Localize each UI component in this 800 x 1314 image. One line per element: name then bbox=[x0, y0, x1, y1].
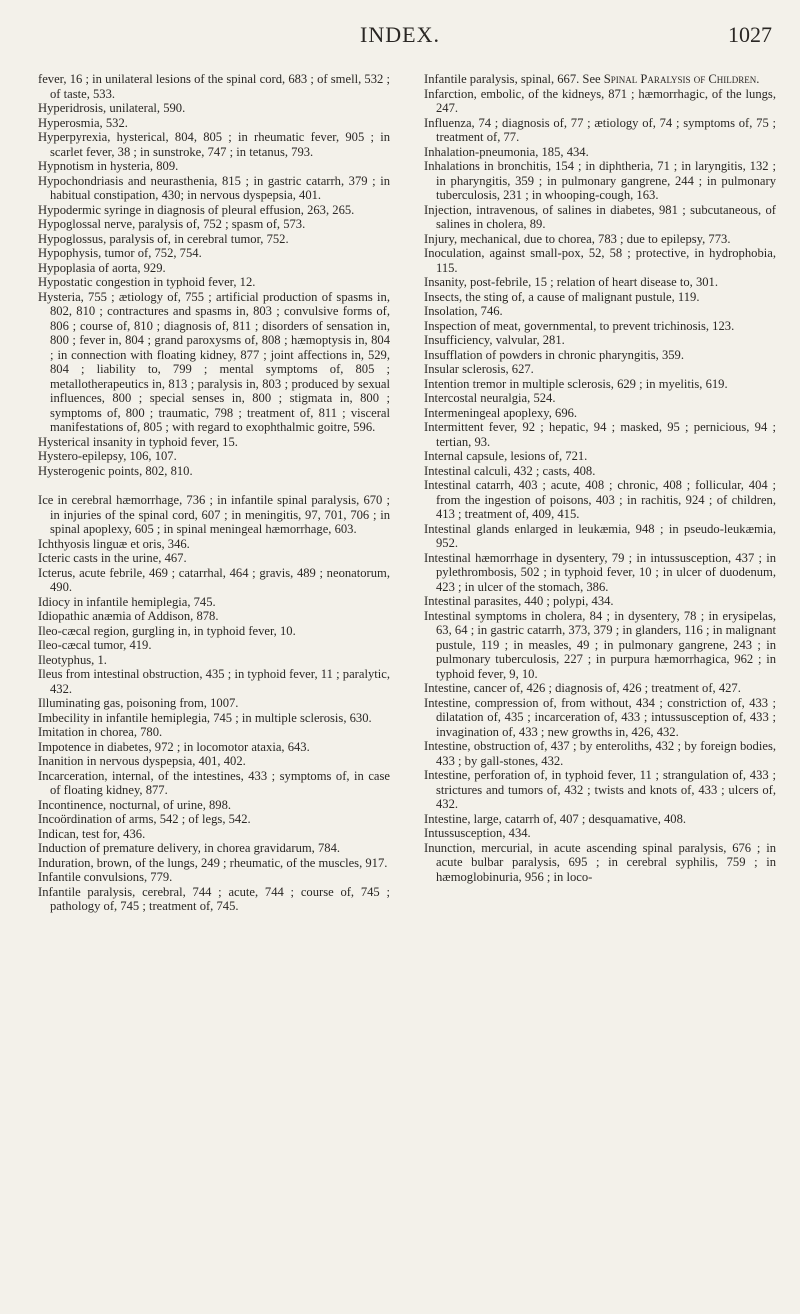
index-entry-text: Illuminating gas, poisoning from, 1007. bbox=[38, 696, 239, 710]
section-gap bbox=[38, 478, 390, 493]
index-entry bbox=[38, 159, 390, 174]
index-entry bbox=[424, 116, 776, 145]
index-entry bbox=[38, 217, 390, 232]
index-entry bbox=[424, 72, 776, 87]
index-entry-text: Insanity, post-febrile, 15 ; relation of heart disease to, 301. bbox=[424, 275, 719, 289]
index-entry-text: Infarction, embolic, of the kidneys, 871 ; hæmorrhagic, of the lungs, 247. bbox=[424, 86, 776, 115]
index-entry-text: Insolation, 746. bbox=[424, 304, 503, 318]
index-entry bbox=[38, 72, 390, 101]
index-entry bbox=[424, 841, 776, 885]
index-entry-suffix: . bbox=[756, 72, 760, 86]
index-entry bbox=[38, 812, 390, 827]
index-entry bbox=[424, 609, 776, 682]
index-entry bbox=[424, 333, 776, 348]
index-entry bbox=[38, 449, 390, 464]
index-entry bbox=[424, 826, 776, 841]
index-entry-text: Insufflation of powders in chronic pharyngitis, 359. bbox=[424, 347, 684, 362]
index-entry bbox=[424, 275, 776, 290]
index-entry-text: Intercostal neuralgia, 524. bbox=[424, 391, 556, 405]
index-entry bbox=[38, 595, 390, 610]
index-entry bbox=[38, 174, 390, 203]
page-title: INDEX. bbox=[360, 22, 440, 47]
index-entry-text: Hystero-epilepsy, 106, 107. bbox=[38, 449, 177, 463]
index-entry bbox=[424, 203, 776, 232]
index-entry-text: Intestinal parasites, 440 ; polypi, 434. bbox=[424, 594, 614, 608]
index-entry-text: Intestine, perforation of, in typhoid fever, 11 ; strangulation of, 433 ; strictures and tumors of, 432 ; twists and knots of, 433 ; ulcers of, 432. bbox=[424, 768, 776, 811]
index-entry bbox=[38, 246, 390, 261]
index-entry bbox=[424, 812, 776, 827]
index-entry bbox=[424, 319, 776, 334]
index-entry bbox=[38, 624, 390, 639]
index-entry bbox=[38, 769, 390, 798]
right-index-column bbox=[424, 72, 776, 884]
index-entry-text: Ileo-cæcal region, gurgling in, in typhoid fever, 10. bbox=[38, 623, 296, 638]
index-entry-text: Inanition in nervous dyspepsia, 401, 402. bbox=[38, 754, 246, 768]
index-entry-text: Inspection of meat, governmental, to prevent trichinosis, 123. bbox=[424, 318, 735, 333]
index-entry-text: Internal capsule, lesions of, 721. bbox=[424, 449, 588, 463]
index-entry-text: Ileo-cæcal tumor, 419. bbox=[38, 638, 152, 652]
index-entry-text: Intestinal hæmorrhage in dysentery, 79 ; in intussusception, 437 ; in pylethrombosis, 502 ; in typhoid fever, 10 ; in ulcer of duodenum, 423 ; in ulcer of the stomach, 386. bbox=[424, 550, 776, 594]
index-entry bbox=[38, 290, 390, 435]
index-entry-text: Infantile paralysis, cerebral, 744 ; acute, 744 ; course of, 745 ; pathology of, 745 ; treatment of, 745. bbox=[38, 884, 390, 913]
index-entry bbox=[38, 232, 390, 247]
index-entry bbox=[424, 594, 776, 609]
index-entry bbox=[424, 145, 776, 160]
index-entry bbox=[38, 725, 390, 740]
index-entry bbox=[424, 696, 776, 740]
index-entry-text: Incoördination of arms, 542 ; of legs, 542. bbox=[38, 812, 251, 826]
index-entry-text: Hypoglossus, paralysis of, in cerebral tumor, 752. bbox=[38, 231, 289, 246]
index-entry bbox=[424, 739, 776, 768]
index-entry bbox=[424, 87, 776, 116]
index-entry-text: Hysteria, 755 ; ætiology of, 755 ; artificial production of spasms in, 802, 810 ; contractures and spasms in, 803 ; convulsive forms of, 806 ; course of, 810 ; diagnosis of, 811 ; disorders of sensation in, 800 ; fever in, 804 ; grand paroxysms of, 808 ; hæmoptysis in, 804 ; in connection with floating kidney, 877 ; joint affections in, 529, 804 ; liability to, 799 ; mental symptoms of, 805 ; metallotherapeutics in, 813 ; paralysis in, 803 ; produced by sexual influences, 800 ; special senses in, 800 ; stigmata in, 800 ; symptoms of, 800 ; traumatic, 798 ; treatment of, 811 ; visceral manifestations of, 805 ; with regard to exophthalmic goitre, 596. bbox=[38, 289, 390, 434]
index-entry bbox=[38, 754, 390, 769]
index-entry bbox=[424, 290, 776, 305]
index-entry-text: Ileus from intestinal obstruction, 435 ; in typhoid fever, 11 ; paralytic, 432. bbox=[38, 667, 390, 696]
index-entry-text: Intestine, cancer of, 426 ; diagnosis of, 426 ; treatment of, 427. bbox=[424, 681, 741, 695]
index-entry bbox=[38, 275, 390, 290]
index-entry-text: Insufficiency, valvular, 281. bbox=[424, 333, 565, 347]
index-entry-text: Induration, brown, of the lungs, 249 ; rheumatic, of the muscles, 917. bbox=[38, 855, 388, 870]
index-entry-text: Inhalation-pneumonia, 185, 434. bbox=[424, 144, 589, 159]
index-entry bbox=[38, 609, 390, 624]
index-entry-text: Incarceration, internal, of the intestines, 433 ; symptoms of, in case of floating kidney, 877. bbox=[38, 768, 390, 797]
index-entry bbox=[424, 768, 776, 812]
index-entry-text: Hypoglossal nerve, paralysis of, 752 ; spasm of, 573. bbox=[38, 217, 306, 231]
index-entry bbox=[38, 464, 390, 479]
index-entry-text: Ichthyosis linguæ et oris, 346. bbox=[38, 536, 190, 551]
index-entry bbox=[38, 435, 390, 450]
index-entry bbox=[424, 681, 776, 696]
index-entry-text: Hypodermic syringe in diagnosis of pleural effusion, 263, 265. bbox=[38, 202, 355, 217]
page-header bbox=[0, 14, 800, 54]
index-entry-text: Ileotyphus, 1. bbox=[38, 652, 107, 667]
index-entry-text: Intestinal catarrh, 403 ; acute, 408 ; chronic, 408 ; follicular, 404 ; from the ingestion of poisons, 403 ; in rachitis, 924 ; of children, 413 ; treatment of, 409, 415. bbox=[424, 478, 776, 521]
index-entry bbox=[38, 740, 390, 755]
index-entry-text: Induction of premature delivery, in chorea gravidarum, 784. bbox=[38, 841, 341, 855]
index-entry-text: Incontinence, nocturnal, of urine, 898. bbox=[38, 797, 232, 812]
index-entry-text: Intestinal symptoms in cholera, 84 ; in dysentery, 78 ; in erysipelas, 63, 64 ; in gastric catarrh, 373, 379 ; in glanders, 116 ; in malignant pustule, 119 ; in measles, 49 ; in pulmonary gangrene, 243 ; in pulmonary tuberculosis, 227 ; in purpura hæmorrhagica, 962 ; in typhoid fever, 9, 10. bbox=[424, 608, 776, 681]
index-entry-text: fever, 16 ; in unilateral lesions of the spinal cord, 683 ; of smell, 532 ; of taste, 533. bbox=[38, 72, 390, 101]
index-entry-text: Idiopathic anæmia of Addison, 878. bbox=[38, 609, 219, 623]
index-entry bbox=[38, 203, 390, 218]
index-entry-text: Hyperosmia, 532. bbox=[38, 115, 128, 130]
index-entry bbox=[38, 116, 390, 131]
index-entry-text: Hypochondriasis and neurasthenia, 815 ; in gastric catarrh, 379 ; in habitual constipation, 430; in nervous dyspepsia, 401. bbox=[38, 173, 390, 202]
index-entry-text: Intestine, large, catarrh of, 407 ; desquamative, 408. bbox=[424, 811, 687, 826]
index-entry bbox=[38, 130, 390, 159]
index-entry bbox=[38, 101, 390, 116]
index-entry bbox=[38, 798, 390, 813]
index-entry-text: Ice in cerebral hæmorrhage, 736 ; in infantile spinal paralysis, 670 ; in injuries of the spinal cord, 607 ; in meningitis, 97, 701, 706 ; in spinal apoplexy, 605 ; in spinal meningeal hæmorrhage, 603. bbox=[38, 493, 390, 536]
index-entry bbox=[38, 551, 390, 566]
index-entry-text: Intention tremor in multiple sclerosis, 629 ; in myelitis, 619. bbox=[424, 376, 728, 391]
index-entry bbox=[38, 841, 390, 856]
index-entry-text: Intermittent fever, 92 ; hepatic, 94 ; masked, 95 ; pernicious, 94 ; tertian, 93. bbox=[424, 420, 776, 449]
index-entry-text: Icteric casts in the urine, 467. bbox=[38, 551, 187, 565]
index-entry-text: Intestinal calculi, 432 ; casts, 408. bbox=[424, 463, 596, 478]
index-entry bbox=[424, 478, 776, 522]
index-entry bbox=[424, 420, 776, 449]
index-entry-text: Idiocy in infantile hemiplegia, 745. bbox=[38, 594, 216, 609]
index-entry-text: Infantile convulsions, 779. bbox=[38, 870, 173, 884]
index-entry bbox=[424, 377, 776, 392]
index-entry-text: Insular sclerosis, 627. bbox=[424, 362, 534, 376]
index-entry-text: Hypophysis, tumor of, 752, 754. bbox=[38, 246, 202, 260]
index-entry-text: Imbecility in infantile hemiplegia, 745 ; in multiple sclerosis, 630. bbox=[38, 710, 372, 725]
index-entry-text: Infantile paralysis, spinal, 667. See bbox=[424, 72, 604, 86]
index-entry bbox=[38, 870, 390, 885]
index-entry-text: Inoculation, against small-pox, 52, 58 ; protective, in hydrophobia, 115. bbox=[424, 246, 776, 275]
index-entry-text: Intermeningeal apoplexy, 696. bbox=[424, 405, 578, 420]
index-entry-text: Hypoplasia of aorta, 929. bbox=[38, 260, 166, 275]
index-entry bbox=[424, 348, 776, 363]
index-entry-text: Icterus, acute febrile, 469 ; catarrhal, 464 ; gravis, 489 ; neonatorum, 490. bbox=[38, 565, 390, 594]
index-entry bbox=[424, 464, 776, 479]
index-entry bbox=[38, 537, 390, 552]
index-entry-text: Hyperpyrexia, hysterical, 804, 805 ; in rheumatic fever, 905 ; in scarlet fever, 38 ; in sunstroke, 747 ; in tetanus, 793. bbox=[38, 130, 390, 159]
cross-reference: Spinal Paralysis of Children bbox=[603, 72, 757, 86]
index-entry bbox=[38, 856, 390, 871]
index-entry bbox=[424, 449, 776, 464]
index-entry bbox=[424, 232, 776, 247]
page-number: 1027 bbox=[728, 22, 772, 47]
index-entry bbox=[424, 362, 776, 377]
index-entry bbox=[38, 566, 390, 595]
index-entry-text: Injury, mechanical, due to chorea, 783 ; due to epilepsy, 773. bbox=[424, 231, 731, 246]
index-entry bbox=[424, 246, 776, 275]
index-entry-text: Hysterical insanity in typhoid fever, 15. bbox=[38, 434, 238, 449]
index-entry-text: Hysterogenic points, 802, 810. bbox=[38, 463, 193, 478]
index-entry-text: Hyperidrosis, unilateral, 590. bbox=[38, 101, 186, 115]
index-entry-text: Indican, test for, 436. bbox=[38, 826, 146, 841]
index-entry-text: Intussusception, 434. bbox=[424, 826, 531, 840]
index-entry-text: Inunction, mercurial, in acute ascending spinal paralysis, 676 ; in acute bulbar paralysis, 695 ; in cerebral syphilis, 759 ; in hæmoglobinuria, 956 ; in loco- bbox=[424, 840, 776, 884]
index-entry bbox=[38, 827, 390, 842]
index-entry bbox=[38, 711, 390, 726]
index-entry-text: Intestine, compression of, from without, 434 ; constriction of, 433 ; dilatation of, 435 ; incarceration of, 433 ; intussusception of, 433 ; invagination of, 433 ; new growths in, 426, 432. bbox=[424, 695, 776, 739]
index-entry bbox=[424, 391, 776, 406]
index-entry bbox=[38, 667, 390, 696]
index-entry bbox=[38, 885, 390, 914]
index-entry-text: Imitation in chorea, 780. bbox=[38, 725, 163, 739]
index-entry-text: Influenza, 74 ; diagnosis of, 77 ; ætiology of, 74 ; symptoms of, 75 ; treatment of, 77. bbox=[424, 115, 776, 144]
index-entry-text: Inhalations in bronchitis, 154 ; in diphtheria, 71 ; in laryngitis, 132 ; in pharyngitis, 359 ; in pulmonary gangrene, 244 ; in pulmonary tuberculosis, 231 ; in whooping-cough, 163. bbox=[424, 159, 776, 202]
index-entry bbox=[424, 304, 776, 319]
index-entry-text: Impotence in diabetes, 972 ; in locomotor ataxia, 643. bbox=[38, 739, 310, 754]
index-entry-text: Intestinal glands enlarged in leukæmia, 948 ; in pseudo-leukæmia, 952. bbox=[424, 521, 776, 550]
index-entry bbox=[424, 406, 776, 421]
index-entry-text: Injection, intravenous, of salines in diabetes, 981 ; subcutaneous, of salines in cholera, 89. bbox=[424, 202, 776, 231]
index-entry bbox=[38, 493, 390, 537]
index-entry bbox=[424, 522, 776, 551]
index-entry bbox=[38, 261, 390, 276]
index-entry-text: Intestine, obstruction of, 437 ; by enteroliths, 432 ; by foreign bodies, 433 ; by gall-stones, 432. bbox=[424, 739, 776, 768]
index-entry bbox=[424, 551, 776, 595]
left-index-column bbox=[38, 72, 390, 914]
index-entry-text: Hypnotism in hysteria, 809. bbox=[38, 159, 179, 173]
index-entry-text: Insects, the sting of, a cause of malignant pustule, 119. bbox=[424, 289, 700, 304]
index-entry bbox=[38, 696, 390, 711]
index-entry bbox=[38, 653, 390, 668]
index-entry bbox=[424, 159, 776, 203]
index-entry-text: Hypostatic congestion in typhoid fever, 12. bbox=[38, 275, 256, 289]
index-entry bbox=[38, 638, 390, 653]
